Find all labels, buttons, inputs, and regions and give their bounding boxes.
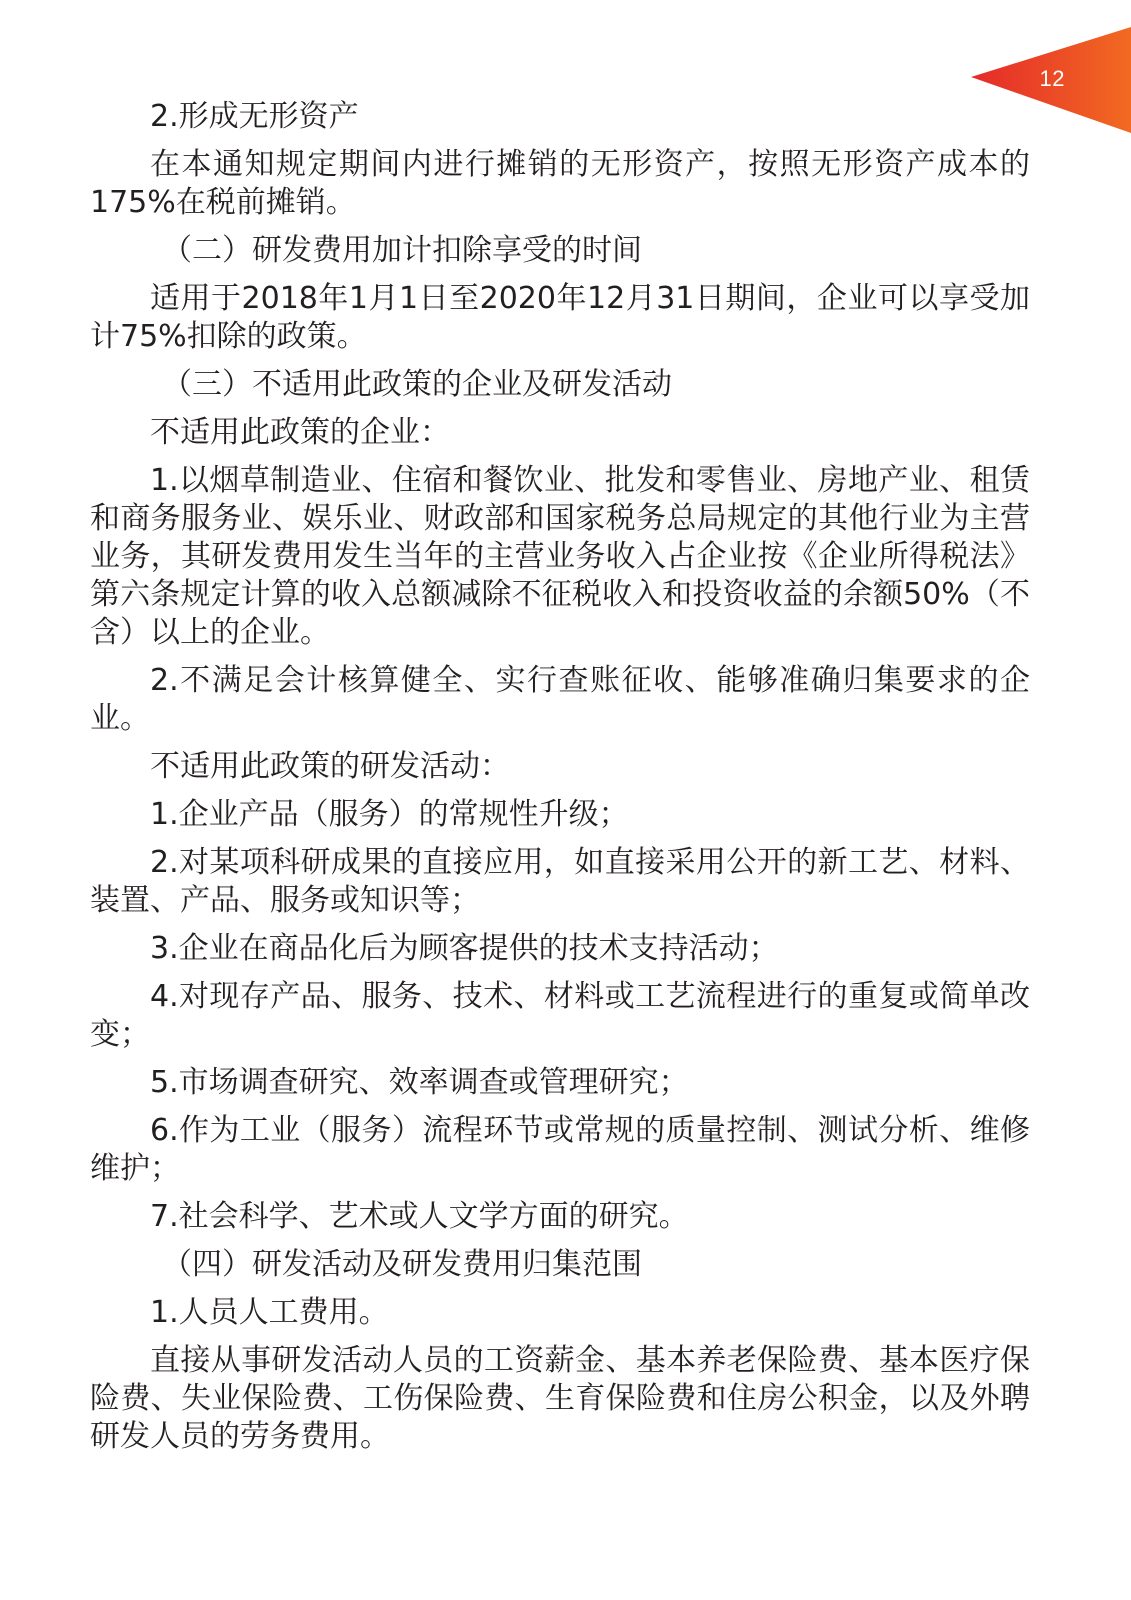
list-item: 4.对现存产品、服务、技术、材料或工艺流程进行的重复或简单改变； — [90, 979, 1030, 1052]
list-item: 2.不满足会计核算健全、实行查账征收、能够准确归集要求的企业。 — [90, 663, 1030, 736]
section-heading: （二）研发费用加计扣除享受的时间 — [162, 233, 642, 268]
list-item: 5.市场调查研究、效率调查或管理研究； — [150, 1065, 689, 1100]
section-heading: （三）不适用此政策的企业及研发活动 — [162, 367, 672, 402]
paragraph: 不适用此政策的研发活动： — [150, 749, 510, 784]
list-item: 3.企业在商品化后为顾客提供的技术支持活动； — [150, 931, 779, 966]
list-item: 1.企业产品（服务）的常规性升级； — [150, 797, 629, 832]
list-item: 7.社会科学、艺术或人文学方面的研究。 — [150, 1199, 689, 1234]
page-number: 12 — [1039, 66, 1065, 91]
paragraph: 适用于2018年1月1日至2020年12月31日期间，企业可以享受加计75%扣除的政策。 — [90, 281, 1030, 354]
section-heading: （四）研发活动及研发费用归集范围 — [162, 1247, 642, 1282]
list-item: 6.作为工业（服务）流程环节或常规的质量控制、测试分析、维修维护； — [90, 1113, 1030, 1186]
list-item: 1.以烟草制造业、住宿和餐饮业、批发和零售业、房地产业、租赁和商务服务业、娱乐业、财政部和国家税务总局规定的其他行业为主营业务，其研发费用发生当年的主营业务收入占企业按《企业所得税法》第六条规定计算的收入总额减除不征税收入和投资收益的余额50%（不含）以上的企业。 — [90, 463, 1030, 650]
list-item: 1.人员人工费用。 — [150, 1295, 389, 1330]
paragraph: 直接从事研发活动人员的工资薪金、基本养老保险费、基本医疗保险费、失业保险费、工伤保险费、生育保险费和住房公积金，以及外聘研发人员的劳务费用。 — [90, 1343, 1030, 1454]
document-body — [90, 98, 1030, 1466]
list-item: 2.对某项科研成果的直接应用，如直接采用公开的新工艺、材料、装置、产品、服务或知识等； — [90, 845, 1030, 918]
list-item: 2.形成无形资产 — [150, 99, 359, 134]
paragraph: 在本通知规定期间内进行摊销的无形资产，按照无形资产成本的175%在税前摊销。 — [90, 147, 1030, 220]
paragraph: 不适用此政策的企业： — [150, 415, 450, 450]
